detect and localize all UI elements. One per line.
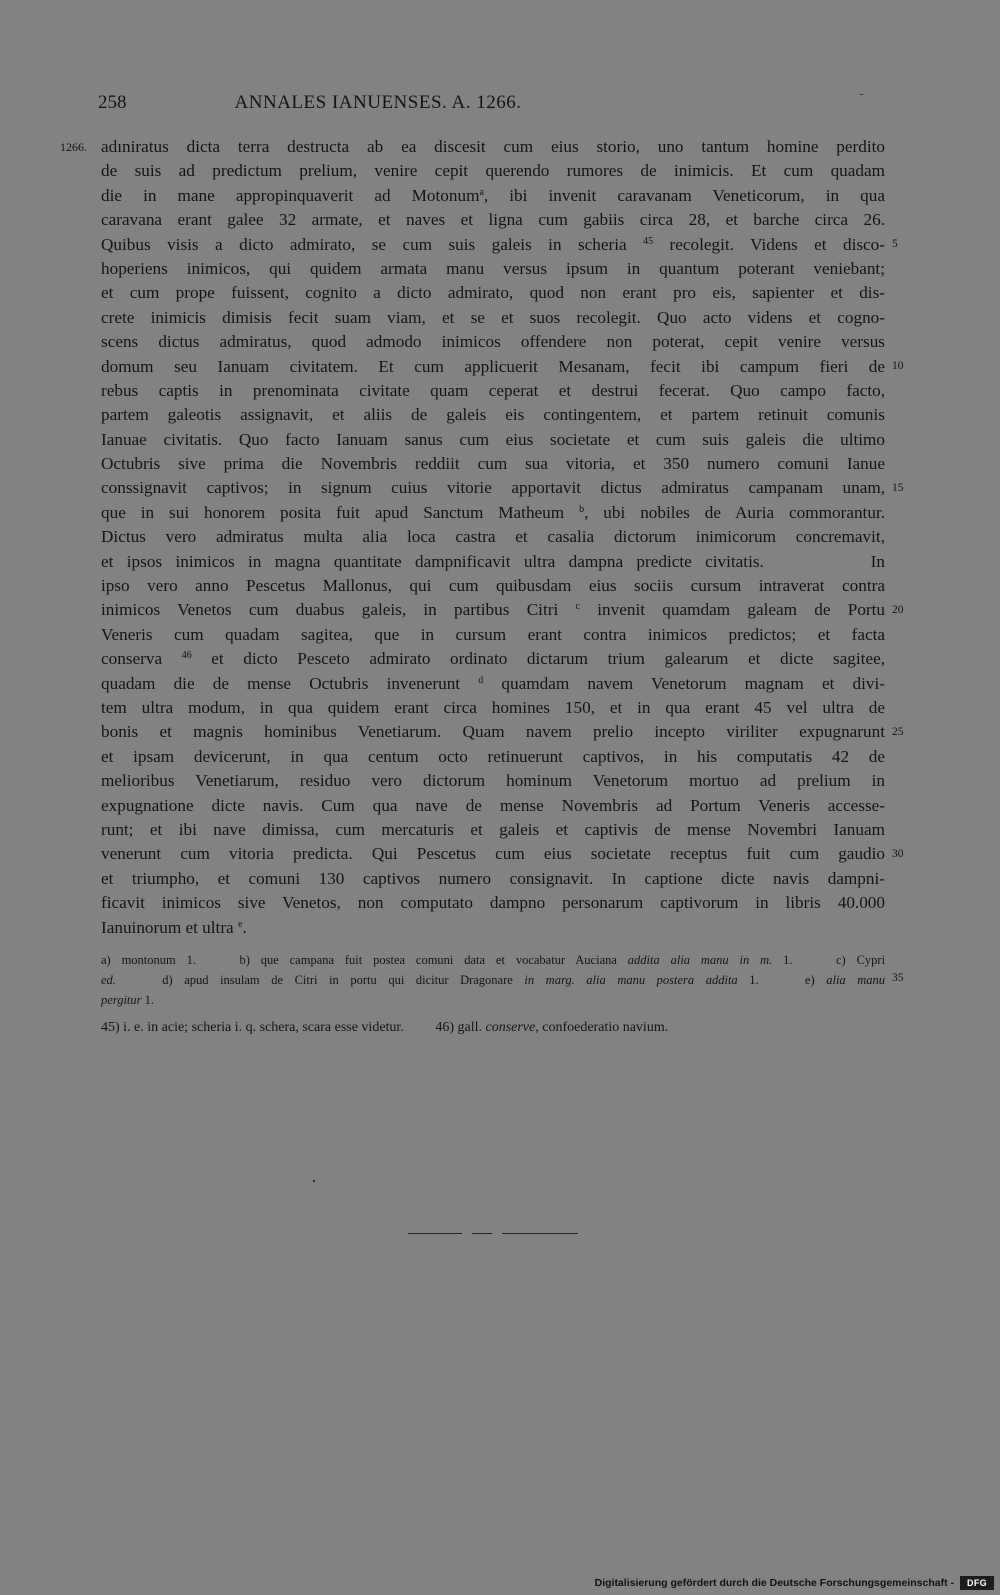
text-line: et ipsos inimicos in magna quantitate dampnificavit ultra dampna predicte civitatis. In [101, 551, 885, 571]
end-rule [472, 1233, 492, 1234]
page-header [98, 92, 658, 122]
line-number: 25 [892, 726, 904, 738]
line-number: 5 [892, 238, 898, 250]
text-line: et ipsam devicerunt, in qua centum octo retinuerunt captivos, in his computatis 42 de [101, 746, 885, 766]
dfg-logo: DFG [960, 1576, 994, 1590]
text-line: conssignavit captivos; in signum cuius vitorie apportavit dictus admiratus campanam unam, [101, 478, 885, 498]
text-line: hoperiens inimicos, qui quidem armata manu versus ipsum in quantum poterant veniebant; [101, 258, 885, 278]
text-line: quadam die de mense Octubris invenerunt $^d$ quamdam navem Venetorum magnam et divi- [101, 673, 885, 693]
margin-year: 1266. [60, 140, 87, 154]
text-line: adıniratus dicta terra destructa ab ea discesit cum eius storio, uno tantum homine perdito [101, 137, 885, 156]
text-line: et triumpho, et comuni 130 captivos numero consignavit. In captione dicte navis dampni- [101, 868, 885, 888]
text-line: Quibus visis a dicto admirato, se cum suis galeis in scheria $^{45}$ recolegit. Videns et disco- [101, 234, 885, 254]
text-line: bonis et magnis hominibus Venetiarum. Quam navem prelio incepto viriliter expugnarunt [101, 722, 885, 742]
text-line: conserva $^{46}$ et dicto Pesceto admirato ordinato dictarum trium galearum et dicte sagitee, [101, 649, 886, 669]
text-line: Dictus vero admiratus multa alia loca castra et casalia dictorum inimicorum concremavit, [101, 527, 885, 547]
footnote-mark: b [579, 503, 585, 515]
running-title: ANNALES IANUENSES. A. 1266. [234, 92, 522, 113]
footnote-mark: d [478, 674, 484, 686]
footnote-mark: c [575, 601, 580, 613]
footnote-mark: a [479, 186, 484, 198]
end-rule [502, 1233, 578, 1234]
print-speck [313, 1180, 315, 1182]
text-line: venerunt cum vitoria predicta. Qui Pescetus cum eius societate receptus fuit cum gaudio [101, 844, 885, 864]
text-line: die in mane appropinquaverit ad Motonum$^a$, ibi invenit caravanam Veneticorum, in qua [101, 185, 885, 205]
note-46: 46) gall. conserve, confoederatio navium. [435, 1020, 669, 1035]
text-line: caravana erant galee 32 armate, et naves et ligna cum gabiis circa 28, et barche circa 26. [101, 210, 885, 230]
apparatus-line: a) montonum 1. b) que campana fuit postea comuni data et vocabatur Auciana addita alia manu in m. 1. c) Cypri [101, 953, 886, 967]
digitization-credit: Digitalisierung gefördert durch die Deutsche Forschungsgemeinschaft - [594, 1577, 954, 1589]
line-number: 20 [892, 604, 904, 616]
text-line: scens dictus admiratus, quod admodo inimicos offendere non poterat, cepit venire versus [101, 332, 885, 352]
text-line: et cum prope fuissent, cognito a dicto admirato, quod non erant pro eis, sapienter et dis- [101, 283, 885, 303]
text-line: de suis ad predictum prelium, venire cepit querendo rumores de inimicis. Et cum quadam [101, 161, 885, 181]
line-number: 15 [892, 482, 904, 494]
text-line: que in sui honorem posita fuit apud Sanctum Matheum $^b$, ubi nobiles de Auria commorantur. [101, 502, 885, 522]
text-line: ipso vero anno Pescetus Mallonus, qui cum quibusdam eius sociis cursum intraverat contra [101, 576, 885, 596]
apparatus-line: pergitur 1. [101, 993, 155, 1007]
text-line: inimicos Venetos cum duabus galeis, in partibus Citri $^c$ invenit quamdam galeam de Portu [101, 600, 886, 620]
page-tick-mark [860, 94, 863, 95]
text-line: runt; et ibi nave dimissa, cum mercaturis et galeis et captivis de mense Novembri Ianuam [101, 819, 885, 839]
line-number: 10 [892, 360, 904, 372]
note-45: 45) i. e. in acie; scheria i. q. schera, scara esse videtur. [101, 1020, 404, 1035]
text-line: Veneris cum quadam sagitea, que in cursum erant contra inimicos predictos; et facta [101, 624, 885, 644]
commentary-notes [101, 1018, 885, 1038]
text-line: ficavit inimicos sive Venetos, non computato dampno personarum captivorum in libris 40.000 [101, 893, 885, 913]
critical-apparatus [101, 950, 885, 1010]
footnote-mark: 45 [643, 235, 654, 247]
text-line: rebus captis in prenominata civitate quam ceperat et destrui fecerat. Quo campo facto, [101, 380, 885, 400]
text-line: melioribus Venetiarum, residuo vero dictorum hominum Venetorum mortuo ad prelium in [101, 771, 885, 791]
main-text [101, 135, 885, 940]
text-line: expugnatione dicte navis. Cum qua nave de mense Novembris ad Portum Veneris accesse- [101, 795, 885, 815]
text-line: partem galeotis assignavit, et aliis de galeis eis contingentem, et partem retinuit comunis [101, 405, 885, 425]
text-line: tem ultra modum, in qua quidem erant circa homines 150, et in qua erant 45 vel ultra de [101, 697, 885, 717]
line-number: 30 [892, 848, 904, 860]
text-line: domum seu Ianuam civitatem. Et cum applicuerit Mesanam, fecit ibi campum fieri de [101, 356, 885, 376]
text-line: Ianuae civitatis. Quo facto Ianuam sanus cum eius societate et cum suis galeis die ultimo [101, 429, 885, 449]
text-line: Ianuinorum et ultra $^e$. [101, 917, 247, 937]
apparatus-line: ed. d) apud insulam de Citri in portu qui dicitur Dragonare in marg. alia manu postera addita 1. e) alia manu [101, 973, 886, 987]
footnote-mark: 46 [181, 650, 192, 662]
page-number: 258 [98, 92, 127, 113]
footnote-mark: e [237, 918, 243, 930]
text-line: crete inimicis dimisis fecit suam viam, et se et suos recolegit. Quo acto videns et cogno- [101, 307, 885, 327]
line-number: 35 [892, 972, 904, 984]
end-rule [408, 1233, 462, 1234]
text-line: Octubris sive prima die Novembris reddiit cum sua vitoria, et 350 numero comuni Ianue [101, 454, 885, 474]
